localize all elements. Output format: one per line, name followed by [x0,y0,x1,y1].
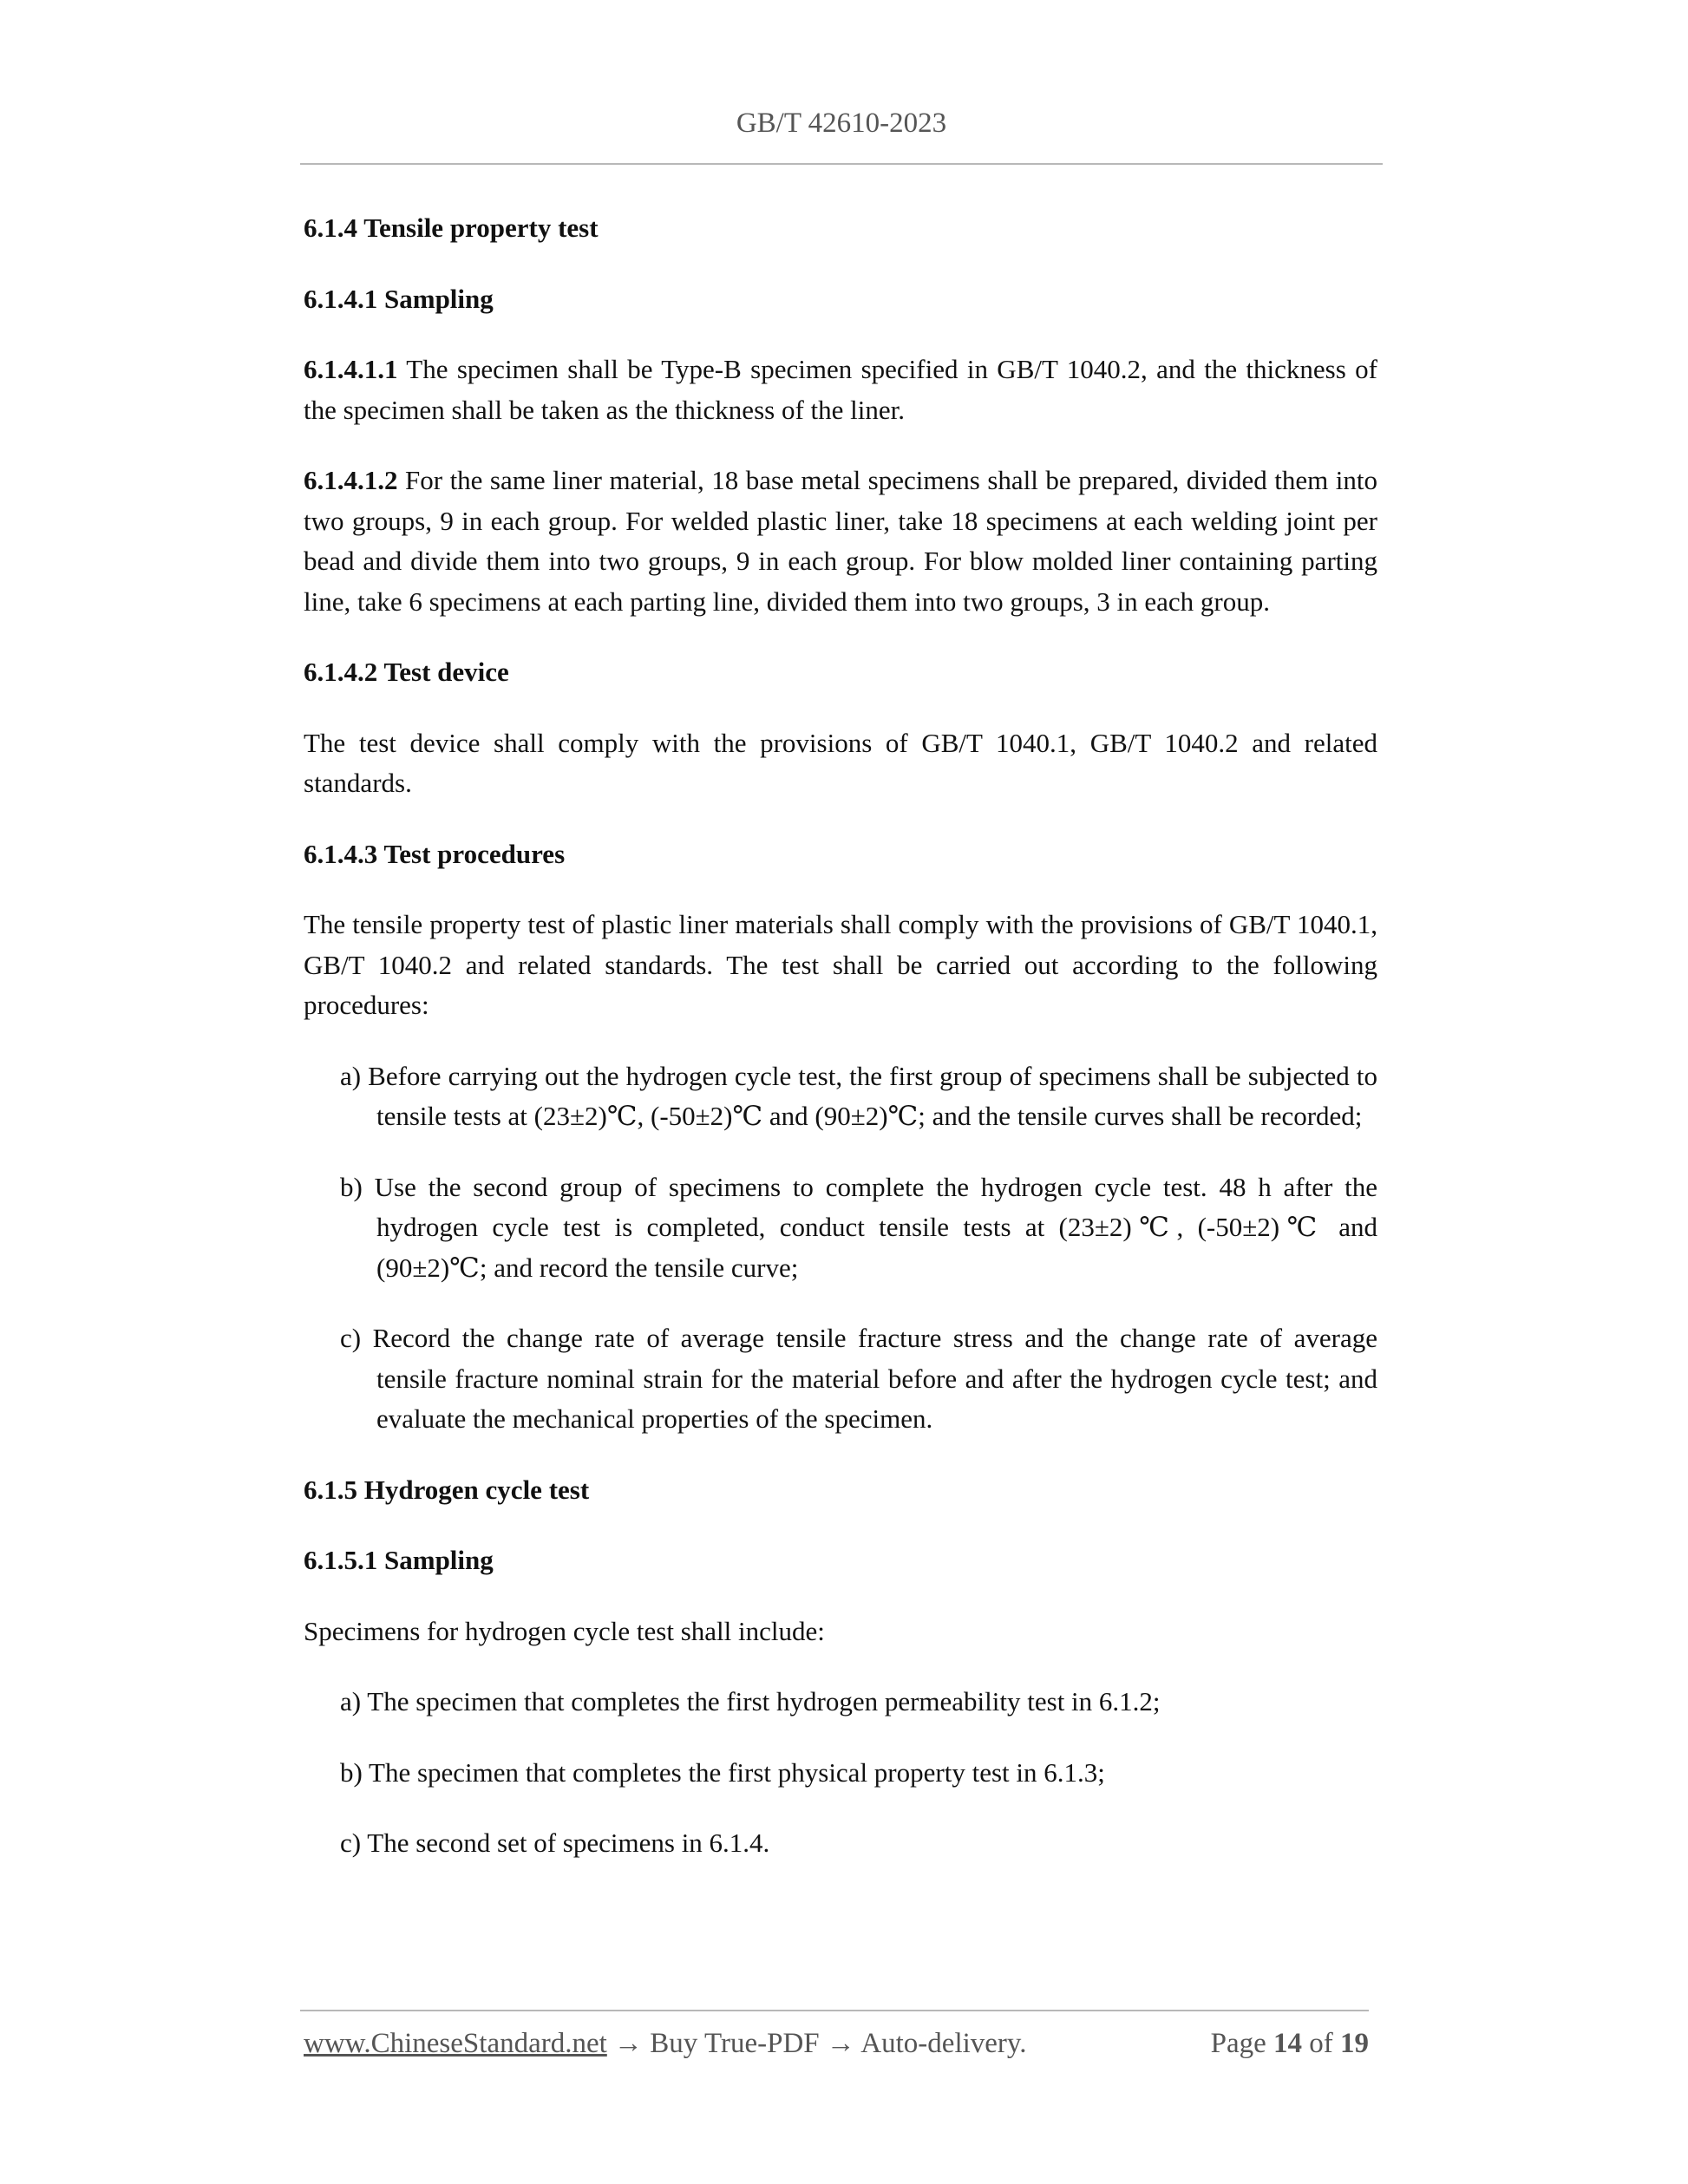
page-label: Page [1210,2028,1273,2059]
specimen-item-c: c) The second set of specimens in 6.1.4. [340,1828,770,1858]
website-link[interactable]: www.ChineseStandard.net [304,2028,607,2059]
page-total: 19 [1340,2028,1369,2059]
procedure-item-b: b) Use the second group of specimens to complete the hydrogen cycle test. 48 h after the hydrogen cycle test is completed, conduct tensile tests at (23±2)℃, (-50±2)℃ and (90±2)℃; and record the tensile curve; [340,1171,1377,1283]
paragraph-test-procedures: The tensile property test of plastic liner materials shall comply with the provisions of GB/T 1040.1, GB/T 1040.2 and related standards. The test shall be carried out according to the following procedures: [304,909,1377,1020]
heading-6-1-4-2: 6.1.4.2 Test device [304,657,509,687]
specimen-item-b: b) The specimen that completes the first physical property test in 6.1.3; [340,1756,1105,1788]
procedure-item-a: a) Before carrying out the hydrogen cycle test, the first group of specimens shall be subjected to tensile tests at (23±2)℃, (-50±2)℃ and (90±2)℃; and the tensile curves shall be recorded; [340,1060,1377,1131]
footer-promo-text: → Buy True-PDF → Auto-delivery. [606,2028,1027,2059]
header-divider [300,163,1383,165]
clause-text: The specimen shall be Type-B specimen specified in GB/T 1040.2, and the thickness of the specimen shall be taken as the thickness of the liner. [304,354,1377,425]
document-body [304,208,1377,1894]
paragraph-test-device: The test device shall comply with the provisions of GB/T 1040.1, GB/T 1040.2 and related standards. [304,727,1377,798]
procedure-item-c: c) Record the change rate of average tensile fracture stress and the change rate of average tensile fracture nominal strain for the material before and after the hydrogen cycle test; and evaluate the mechanical properties of the specimen. [340,1323,1377,1434]
heading-6-1-4: 6.1.4 Tensile property test [304,213,599,243]
heading-6-1-5: 6.1.5 Hydrogen cycle test [304,1474,590,1505]
paragraph-specimens-intro: Specimens for hydrogen cycle test shall include: [304,1615,825,1646]
document-footer [304,2028,1369,2066]
clause-number: 6.1.4.1.2 [304,465,398,495]
heading-6-1-4-1: 6.1.4.1 Sampling [304,283,494,314]
heading-6-1-4-3: 6.1.4.3 Test procedures [304,838,566,869]
clause-number: 6.1.4.1.1 [304,354,398,384]
page-number: 14 [1273,2028,1302,2059]
footer-promo [304,2028,1027,2060]
heading-6-1-5-1: 6.1.5.1 Sampling [304,1545,494,1575]
specimen-item-a: a) The specimen that completes the first hydrogen permeability test in 6.1.2; [340,1686,1161,1716]
document-header: GB/T 42610-2023 [736,108,947,139]
clause-6-1-4-1-1 [304,350,1377,430]
page-indicator [1211,2028,1369,2060]
footer-divider [300,2010,1369,2011]
clause-6-1-4-1-2 [304,461,1377,622]
clause-text: For the same liner material, 18 base metal specimens shall be prepared, divided them into two groups, 9 in each group. For welded plastic liner, take 18 specimens at each welding joint per bead and divide them into two groups, 9 in each group. For blow molded liner containing parting line, take 6 specimens at each parting line, divided them into two groups, 3 in each group. [304,465,1377,617]
page-of-label: of [1302,2028,1340,2059]
